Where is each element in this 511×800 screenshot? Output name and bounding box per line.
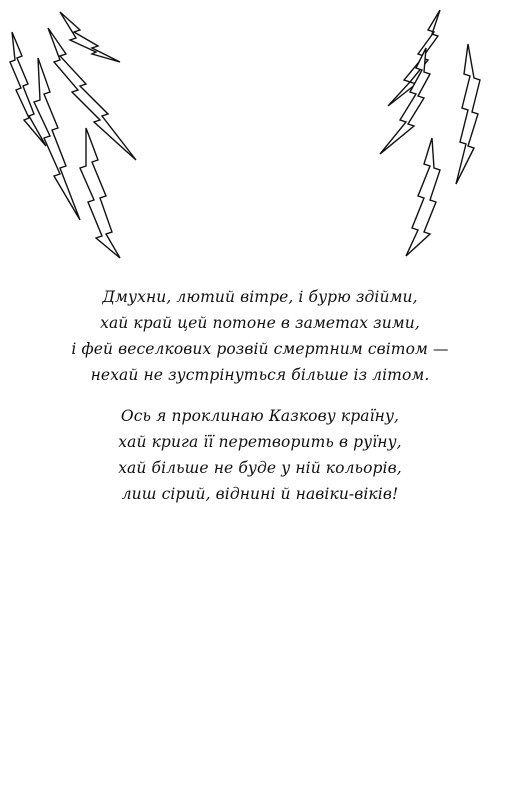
poem-line: лиш сірий, віднині й навіки-віків!	[121, 485, 399, 503]
stanza-2	[60, 403, 460, 507]
poem-line: Дмухни, лютий вітре, і бурю здійми,	[102, 288, 418, 306]
poem-line: Ось я проклинаю Казкову країну,	[120, 407, 400, 425]
poem-line: хай крига її перетворить в руїну,	[118, 433, 402, 451]
poem-line: хай край цей потоне в заметах зими,	[100, 314, 420, 332]
poem	[60, 284, 460, 522]
poem-line: і фей веселкових розвій смертним світом —	[71, 340, 449, 358]
poem-line: нехай не зустрінуться більше із літом.	[90, 366, 430, 384]
lightning-bolts-icon	[370, 8, 490, 258]
poem-line: хай більше не буде у ній кольорів,	[118, 459, 402, 477]
lightning-bolts-icon	[8, 10, 143, 260]
stanza-1	[60, 284, 460, 388]
